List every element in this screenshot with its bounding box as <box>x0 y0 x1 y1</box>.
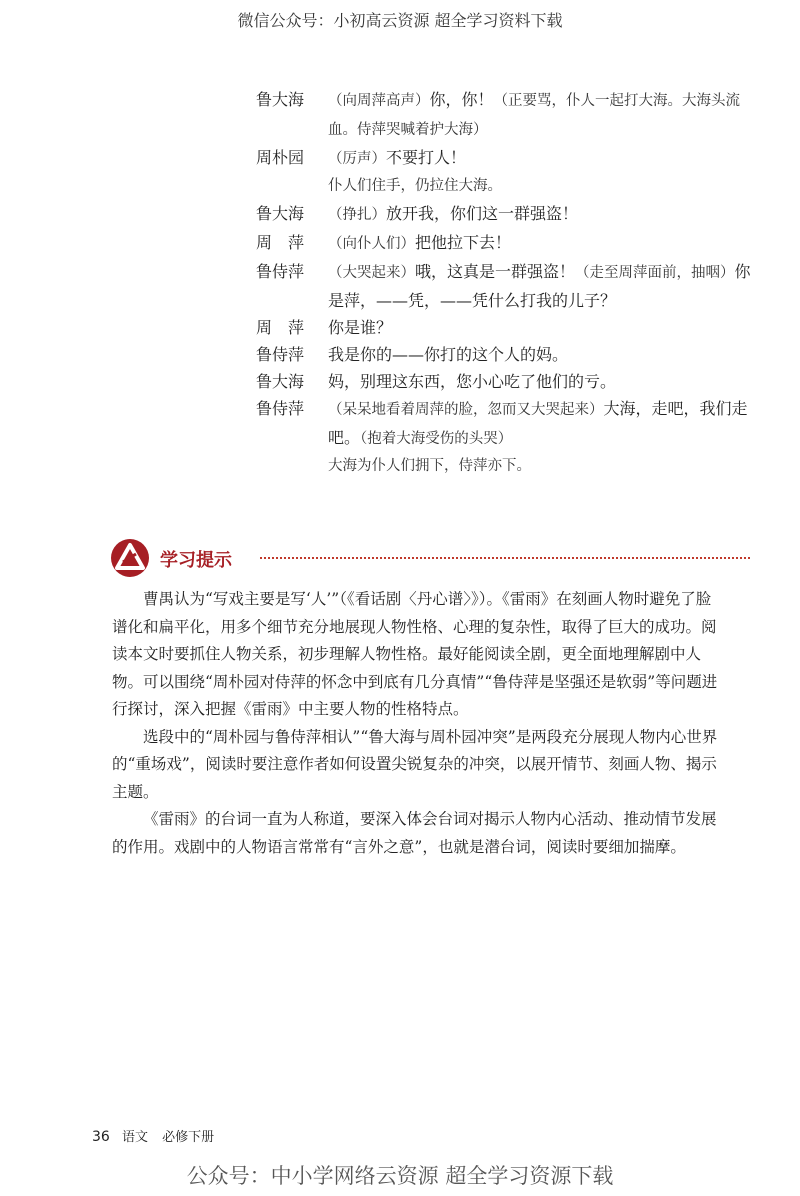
dialogue: 妈，别理这东西，您小心吃了他们的亏。 <box>328 372 617 391</box>
bottom-watermark: 公众号：中小学网络云资源 超全学习资源下载 <box>186 1164 614 1188</box>
top-banner: 微信公众号：小初高云资源 超全学习资料下载 <box>237 11 563 30</box>
tips-paragraph: 选段中的“周朴园与鲁侍萍相认”“鲁大海与周朴园冲突”是两段充分展现人物内心世界的“重场戏”，阅读时要注意作者如何设置尖锐复杂的冲突，以展开情节、刻画人物、揭示主题。 <box>112 727 718 801</box>
speech <box>328 229 756 258</box>
script-line <box>256 144 756 173</box>
speaker-name: 周朴园 <box>256 148 305 167</box>
play-script <box>256 86 756 480</box>
script-line <box>256 229 756 258</box>
volume-label: 必修下册 <box>162 1130 215 1145</box>
stage-direction: （抱着大海受伤的头哭） <box>360 431 513 447</box>
speaker-name: 周 萍 <box>256 318 305 337</box>
speaker-name: 鲁大海 <box>256 372 305 391</box>
stage-direction: （呆呆地看着周萍的脸，忽而又大哭起来） <box>328 402 604 418</box>
script-line <box>256 368 756 395</box>
page-footer <box>92 1126 214 1145</box>
script-line <box>256 86 756 144</box>
speaker-name: 鲁侍萍 <box>256 345 305 364</box>
triangle-logo-icon <box>110 538 150 578</box>
dialogue: 把他拉下去！ <box>415 233 512 252</box>
dotted-divider <box>260 557 750 559</box>
script-line <box>256 395 756 453</box>
speaker-name: 鲁大海 <box>256 90 305 109</box>
stage-direction: （正要骂，仆人一起打大海。大海头流血。侍萍哭喊着护大海） <box>328 93 741 138</box>
speaker-name: 周 萍 <box>256 233 305 252</box>
tips-paragraph: 《雷雨》的台词一直为人称道，要深入体会台词对揭示人物内心活动、推动情节发展的作用。戏剧中的人物语言常常有“言外之意”，也就是潜台词，阅读时要细加揣摩。 <box>112 810 717 856</box>
stage-direction: （挣扎） <box>328 207 386 223</box>
tips-paragraph: 曹禺认为“写戏主要是写‘人’”（《看话剧〈丹心谱〉》）。《雷雨》在刻画人物时避免了脸谱化和扁平化，用多个细节充分地展现人物性格、心理的复杂性，取得了巨大的成功。阅读本文时要抓住人物关系，初步理解人物性格。最好能阅读全剧，更全面地理解剧中人物。可以围绕“周朴园对侍萍的怀念中到底有几分真情”“鲁侍萍是坚强还是软弱”等问题进行探讨，深入把握《雷雨》中主要人物的性格特点。 <box>112 590 718 718</box>
speaker-name: 鲁侍萍 <box>256 399 305 418</box>
stage-direction: （大哭起来） <box>328 265 415 281</box>
stage-note: 大海为仆人们拥下，侍萍亦下。 <box>328 458 531 474</box>
page-number: 36 <box>92 1129 110 1145</box>
stage-note: 仆人们住手，仍拉住大海。 <box>328 178 502 194</box>
speaker-name: 鲁侍萍 <box>256 262 305 281</box>
stage-direction: （走至周萍面前，抽咽） <box>575 265 735 281</box>
dialogue: 你是萍，——凭，——凭什么打我的儿子？ <box>328 262 751 310</box>
speech <box>328 395 756 453</box>
dialogue: 放开我，你们这一群强盗！ <box>386 204 579 223</box>
dialogue: 你是谁？ <box>328 318 393 337</box>
stage-direction: （向周萍高声） <box>328 93 430 109</box>
speaker-name: 鲁大海 <box>256 204 305 223</box>
dialogue: 你，你！ <box>429 90 494 109</box>
script-line <box>256 200 756 229</box>
study-tips-title: 学习提示 <box>160 550 232 571</box>
dialogue: 哦，这真是一群强盗！ <box>415 262 576 281</box>
study-tips-body <box>112 586 718 861</box>
stage-direction: （厉声） <box>328 151 386 167</box>
dialogue: 不要打人！ <box>386 148 467 167</box>
script-line <box>256 314 756 341</box>
speech <box>328 258 756 314</box>
speech <box>328 86 756 144</box>
dialogue: 大海，走吧，我们走吧。 <box>328 399 748 447</box>
speech <box>328 200 756 229</box>
script-line <box>256 341 756 368</box>
study-tips-header <box>110 538 750 578</box>
speech <box>328 144 756 173</box>
stage-direction: （向仆人们） <box>328 236 415 252</box>
subject-label: 语文 <box>121 1130 148 1145</box>
dialogue: 我是你的——你打的这个人的妈。 <box>328 345 569 364</box>
script-line <box>256 258 756 314</box>
